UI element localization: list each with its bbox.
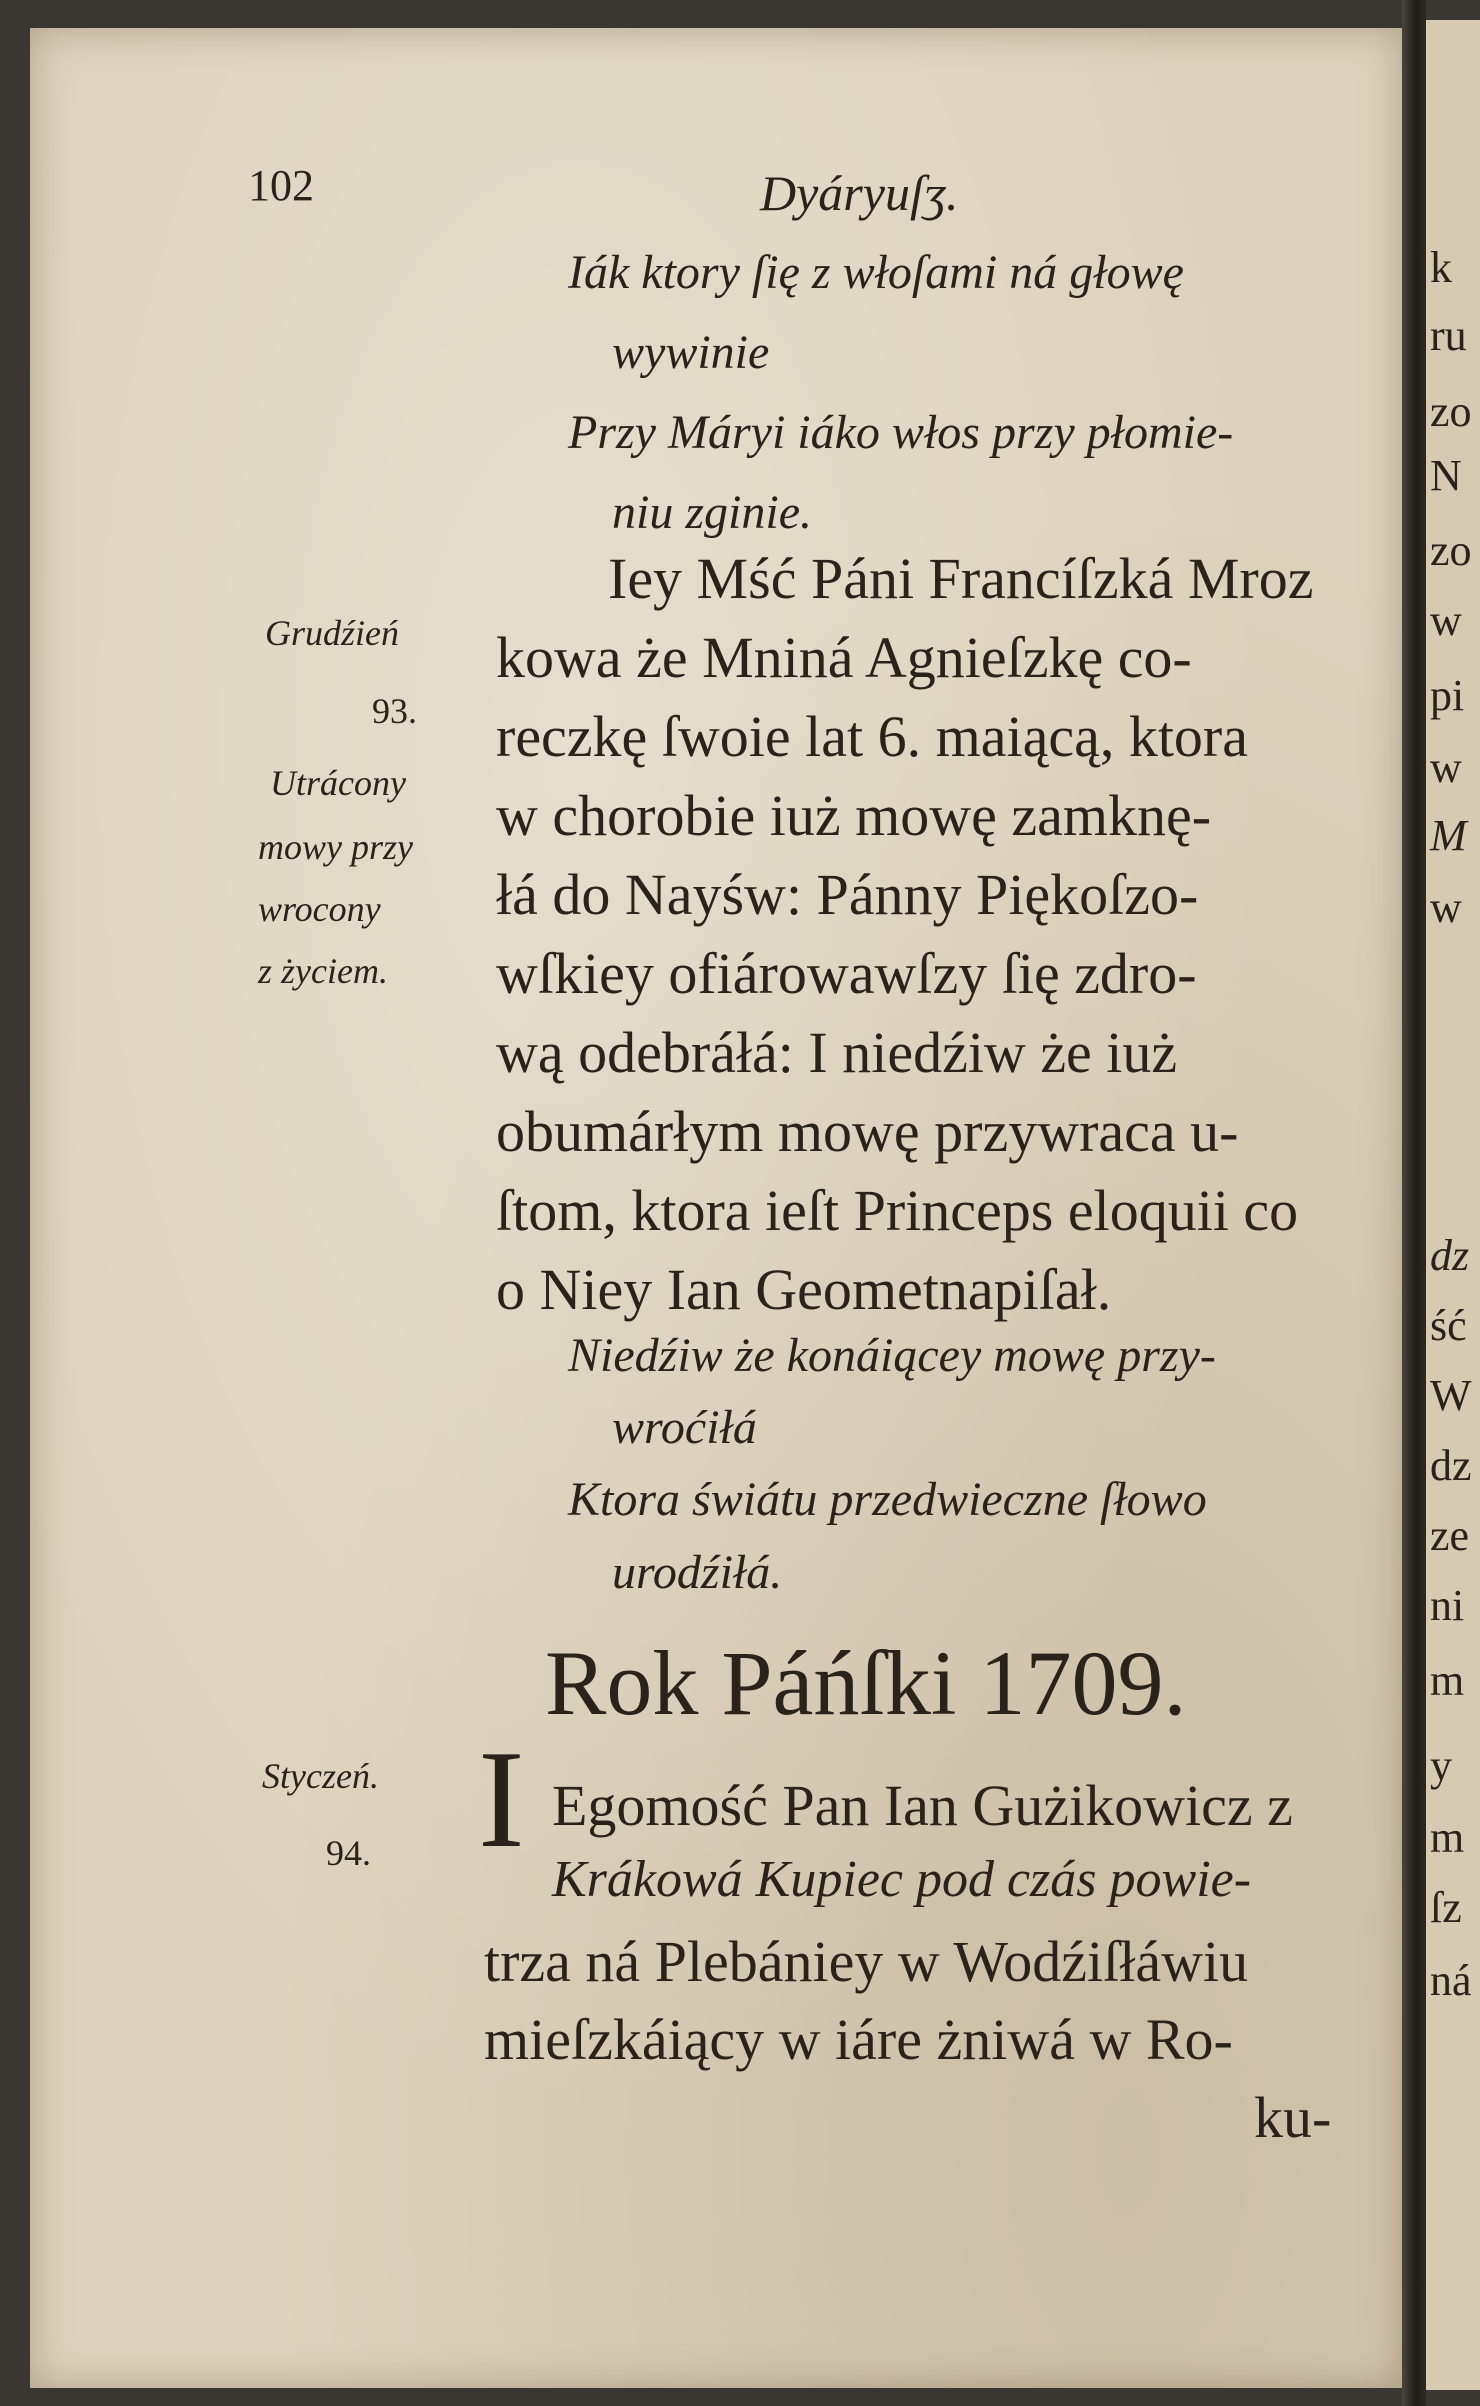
verse-line: wroćiłá [612,1401,757,1454]
margin-note: Styczeń. [262,1756,379,1796]
edge-line: W [1430,1371,1472,1420]
edge-line: m [1430,1656,1465,1705]
edge-line: k [1430,243,1452,292]
body-line: obumárłym mowę przywraca u- [496,1099,1239,1164]
verse-line: Ktora świátu przedwieczne ſłowo [568,1473,1207,1526]
book-gutter [1402,0,1426,2406]
verse-line: wywinie [612,326,770,379]
edge-line: zo [1430,387,1472,436]
body-line: wſkiey ofiárowawſzy ſię zdro- [496,941,1197,1006]
edge-line: w [1430,743,1462,792]
edge-line: ſz [1430,1883,1462,1932]
verse-line: Iák ktory ſię z włoſami ná głowę [568,246,1184,299]
body-line: kowa że Mniná Agnieſzkę co- [496,625,1192,690]
facing-page-edge [1426,20,1480,2390]
margin-note: wrocony [258,889,381,929]
body-line: Egomość Pan Ian Gużikowicz z [552,1773,1293,1838]
edge-line: dz [1430,1231,1470,1280]
verse-line: Przy Máryi iáko włos przy płomie- [568,406,1234,459]
body-line: trza ná Plebániey w Wodźiſłáwiu [484,1929,1249,1994]
edge-line: zo [1430,526,1472,575]
margin-note: Grudźień [265,613,399,653]
verse-line: Niedźiw że konáiącey mowę przy- [568,1329,1216,1382]
margin-note: 93. [372,691,417,731]
edge-line: pi [1430,671,1465,720]
running-head: Dyáryuſʒ. [760,165,959,221]
edge-line: ść [1430,1301,1467,1350]
margin-note: Utrácony [270,763,406,803]
body-line: łá do Nayśw: Pánny Piękoſzo- [496,862,1199,927]
body-line: Krákowá Kupiec pod czás powie- [552,1851,1252,1908]
drop-cap: I [478,1722,525,1877]
edge-line: w [1430,883,1462,932]
body-line: Iey Mść Páni Francíſzká Mroz [608,546,1314,611]
page-number: 102 [248,161,314,210]
margin-note: 94. [326,1833,371,1873]
catchword: ku- [1254,2085,1332,2150]
edge-line: ru [1430,311,1467,360]
body-line: wą odebráłá: I niedźiw że iuż [496,1020,1178,1085]
edge-line: y [1430,1741,1452,1790]
margin-note: z życiem. [258,951,388,991]
body-line: o Niey Ian Geometnapiſał. [496,1257,1112,1322]
edge-line: dz [1430,1441,1472,1490]
body-line: ſtom, ktora ieſt Princeps eloquii co [496,1178,1299,1243]
year-heading: Rok Páńſki 1709. [545,1632,1187,1734]
edge-line: N [1430,451,1462,500]
edge-line: ze [1430,1511,1470,1560]
body-line: reczkę ſwoie lat 6. maiącą, ktora [496,704,1248,769]
body-line: mieſzkáiący w iáre żniwá w Ro- [484,2007,1233,2072]
verse-line: niu zginie. [612,486,812,539]
edge-line: m [1430,1813,1465,1862]
edge-line: ni [1430,1581,1465,1630]
edge-line: M [1430,811,1467,860]
body-line: w chorobie iuż mowę zamknę- [496,783,1212,848]
verse-line: urodźiłá. [612,1546,783,1599]
edge-line: ná [1430,1956,1472,2005]
margin-note: mowy przy [258,827,413,867]
edge-line: w [1430,596,1462,645]
